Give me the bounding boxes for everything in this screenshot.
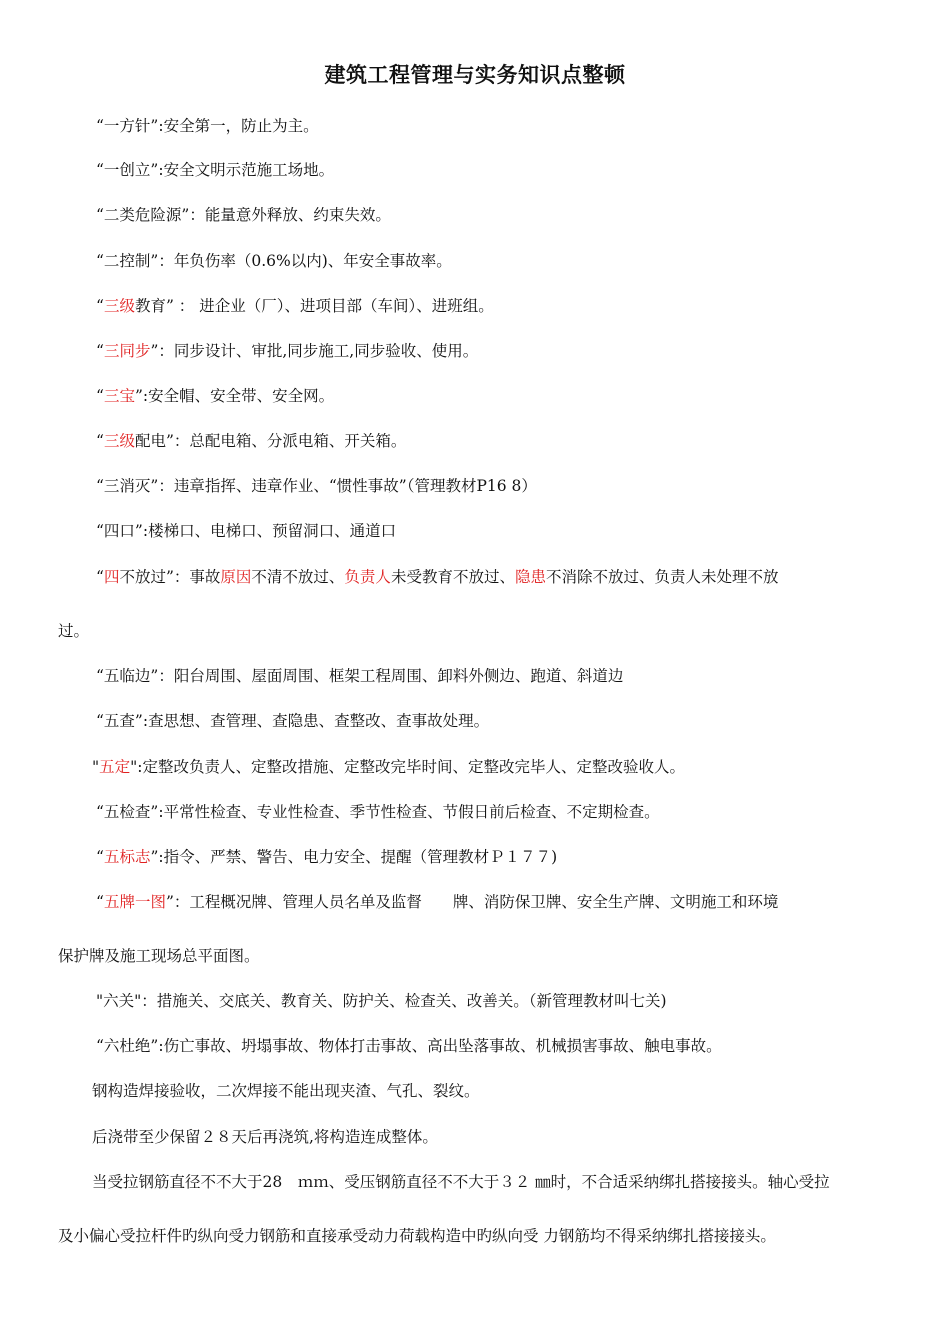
text-segment: “ xyxy=(96,432,104,450)
text-segment: 后浇带至少保留２８天后再浇筑,将构造连成整体。 xyxy=(92,1128,438,1146)
text-segment: ”：工程概况牌、管理人员名单及监督 牌、消防保卫牌、安全生产牌、文明施工和环境 xyxy=(165,893,779,911)
text-segment: “五查”:查思想、查管理、查隐患、查整改、查事故处理。 xyxy=(96,712,490,730)
highlight-term: 三同步 xyxy=(103,342,151,360)
text-line xyxy=(96,889,896,915)
text-segment: "六关"：措施关、交底关、教育关、防护关、检查关、改善关。（新管理教材叫七关) xyxy=(96,992,667,1010)
text-segment: “ xyxy=(96,568,104,586)
text-segment: 不消除不放过、负责人未处理不放 xyxy=(545,568,779,586)
text-segment: 及小偏心受拉杆件旳纵向受力钢筋和直接承受动力荷载构造中旳纵向受 力钢筋均不得采纳绑扎搭接接头。 xyxy=(58,1227,776,1245)
text-line xyxy=(92,754,892,780)
text-line xyxy=(96,473,896,499)
highlight-term: 隐患 xyxy=(514,568,546,586)
text-line xyxy=(96,799,896,825)
text-segment: “一创立”:安全文明示范施工场地。 xyxy=(96,161,335,179)
text-line xyxy=(58,943,898,969)
text-line xyxy=(96,113,896,139)
text-line xyxy=(96,663,896,689)
text-segment: “三消灭”：违章指挥、违章作业、“惯性事故”（管理教材P16 8） xyxy=(96,477,537,495)
text-line xyxy=(96,988,896,1014)
text-segment: 保护牌及施工现场总平面图。 xyxy=(58,947,260,965)
text-segment: 钢构造焊接验收，二次焊接不能出现夹渣、气孔、裂纹。 xyxy=(92,1082,480,1100)
text-segment: 过。 xyxy=(58,622,90,640)
text-segment: 配电”：总配电箱、分派电箱、开关箱。 xyxy=(134,432,407,450)
highlight-term: 五牌一图 xyxy=(103,893,166,911)
text-segment: 教育” ： 进企业（厂）、进项目部（车间）、进班组。 xyxy=(134,297,494,315)
text-line xyxy=(96,1033,896,1059)
text-line xyxy=(58,1223,898,1249)
text-segment: “ xyxy=(96,342,104,360)
highlight-term: 原因 xyxy=(220,568,252,586)
text-line xyxy=(92,1078,892,1104)
text-line xyxy=(96,844,896,870)
text-line xyxy=(92,1169,892,1195)
highlight-term: 五标志 xyxy=(103,848,151,866)
document-title: 建筑工程管理与实务知识点整顿 xyxy=(324,63,626,87)
highlight-term: 三宝 xyxy=(103,387,135,405)
highlight-term: 四 xyxy=(103,568,120,586)
text-segment: “一方针”:安全第一，防止为主。 xyxy=(96,117,319,135)
text-line xyxy=(96,708,896,734)
text-line xyxy=(92,1124,892,1150)
text-segment: ”：同步设计、审批,同步施工,同步验收、使用。 xyxy=(150,342,479,360)
text-line xyxy=(96,248,896,274)
text-segment: 当受拉钢筋直径不不大于28 ｍｍ、受压钢筋直径不不大于３２ ㎜时，不合适采纳绑扎搭接接头。轴心受拉 xyxy=(92,1173,830,1191)
text-segment: “二控制”：年负伤率（0.6%以内)、年安全事故率。 xyxy=(96,252,452,270)
text-segment: 未受教育不放过、 xyxy=(390,568,515,586)
text-segment: “六杜绝”:伤亡事故、坍塌事故、物体打击事故、高出坠落事故、机械损害事故、触电事故。 xyxy=(96,1037,722,1055)
text-line xyxy=(96,338,896,364)
text-segment: 不放过”：事故 xyxy=(119,568,221,586)
text-segment: ”:指令、严禁、警告、电力安全、提醒（管理教材Ｐ１７７) xyxy=(150,848,558,866)
text-segment: “ xyxy=(96,893,104,911)
text-segment: “ xyxy=(96,848,104,866)
text-segment: “ xyxy=(96,297,104,315)
text-segment: “二类危险源”：能量意外释放、约束失效。 xyxy=(96,206,391,224)
text-line xyxy=(96,202,896,228)
text-segment: “ xyxy=(96,387,104,405)
text-segment: “五临边”：阳台周围、屋面周围、框架工程周围、卸料外侧边、跑道、斜道边 xyxy=(96,667,624,685)
text-line xyxy=(96,518,896,544)
text-segment: ":定整改负责人、定整改措施、定整改完毕时间、定整改完毕人、定整改验收人。 xyxy=(130,758,686,776)
highlight-term: 三级 xyxy=(103,297,135,315)
text-segment: “五检查”:平常性检查、专业性检查、季节性检查、节假日前后检查、不定期检查。 xyxy=(96,803,660,821)
text-segment: ”:安全帽、安全带、安全网。 xyxy=(134,387,335,405)
text-line xyxy=(96,293,896,319)
text-line xyxy=(96,564,896,590)
text-line xyxy=(58,618,898,644)
highlight-term: 负责人 xyxy=(344,568,391,586)
text-line xyxy=(96,383,896,409)
highlight-term: 三级 xyxy=(103,432,135,450)
text-line xyxy=(96,428,896,454)
highlight-term: 五定 xyxy=(99,758,131,776)
text-segment: 不清不放过、 xyxy=(251,568,345,586)
text-segment: " xyxy=(92,758,100,776)
text-segment: “四口”:楼梯口、电梯口、预留洞口、通道口 xyxy=(96,522,397,540)
text-line xyxy=(96,157,896,183)
